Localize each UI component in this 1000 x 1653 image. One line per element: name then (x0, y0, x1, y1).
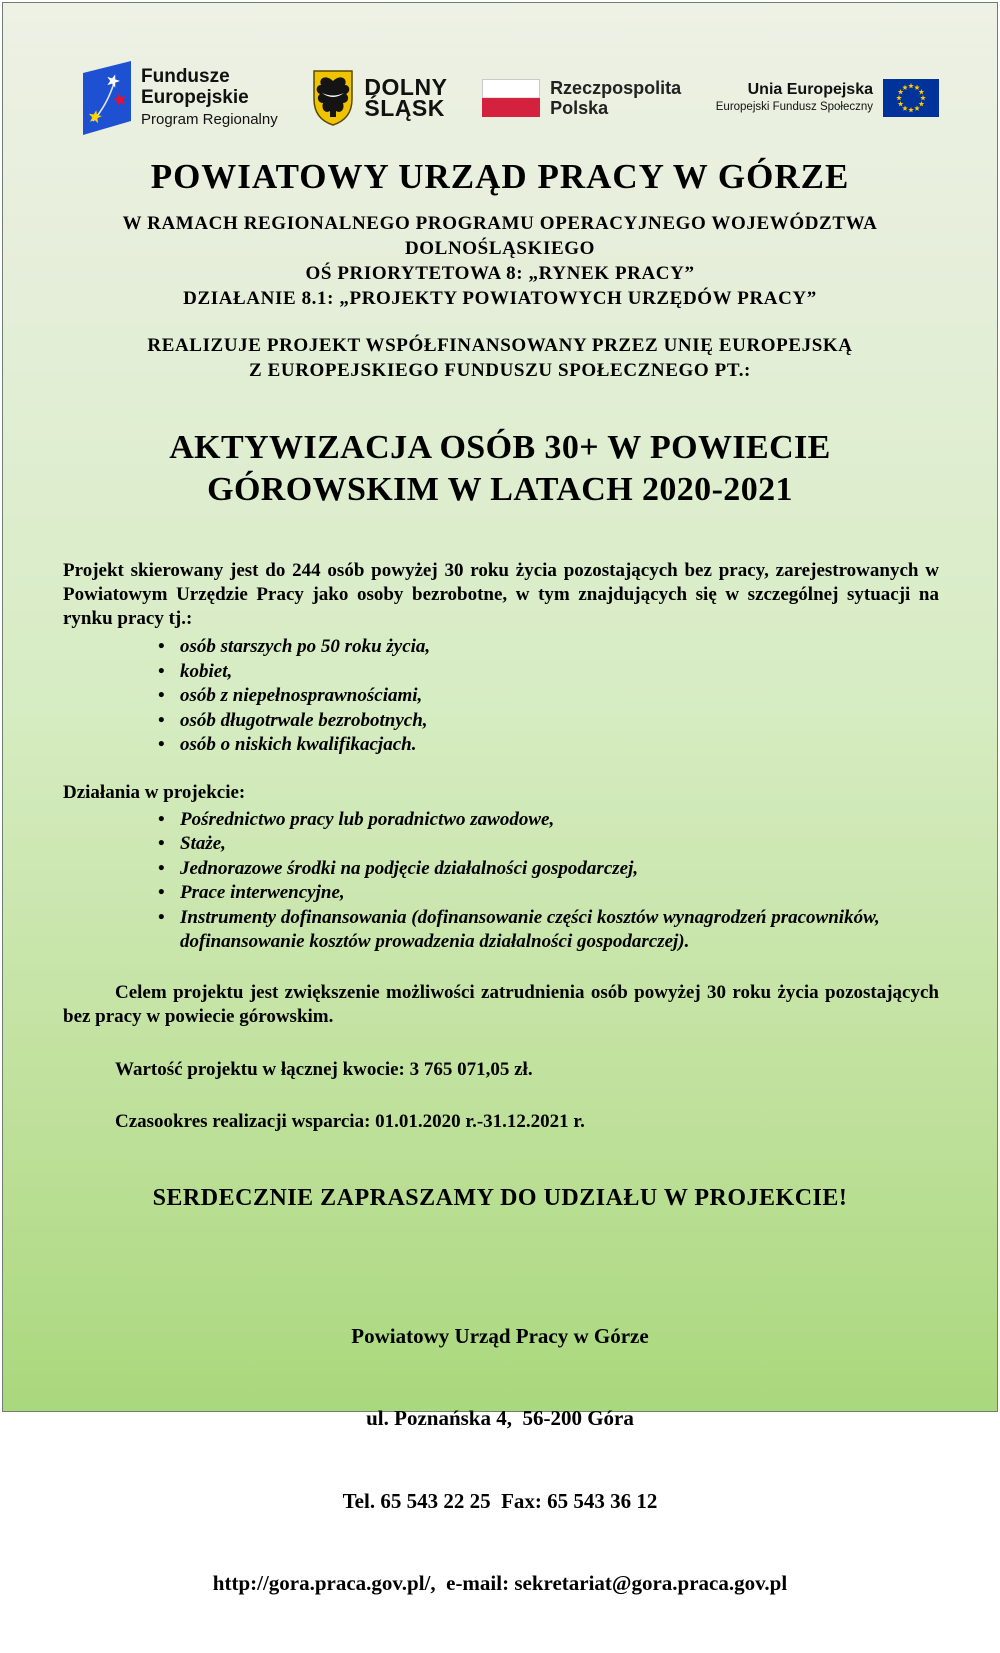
cofinancing-line: REALIZUJE PROJEKT WSPÓŁFINANSOWANY PRZEZ UNIĘ EUROPEJSKĄ (147, 335, 853, 356)
eu-flag-icon (883, 79, 939, 117)
invitation-line: SERDECZNIE ZAPRASZAMY DO UDZIAŁU W PROJEKCIE! (152, 1184, 848, 1211)
target-group-item: • osób o niskich kwalifikacjach. (158, 733, 957, 758)
target-group-item: • osób z niepełnosprawnościami, (158, 684, 957, 709)
rzeczpospolita-polska-logo (482, 78, 681, 118)
project-title-line: AKTYWIZACJA OSÓB 30+ W POWIECIE (169, 429, 831, 466)
dolny-slask-logo (312, 69, 447, 127)
polska-line1: Rzeczpospolita (550, 78, 682, 98)
target-group-item: • kobiet, (158, 660, 957, 685)
activities-heading: Działania w projekcie: (63, 781, 246, 803)
cofinancing-line: Z EUROPEJSKIEGO FUNDUSZU SPOŁECZNEGO PT.: (249, 360, 751, 381)
unia-line2: Europejski Fundusz Społeczny (715, 101, 873, 113)
fundusze-line1: Fundusze (141, 66, 230, 87)
program-description (3, 211, 997, 311)
unia-line1: Unia Europejska (747, 81, 873, 98)
project-value-line: Wartość projektu w łącznej kwocie: 3 765 071,05 zł. (115, 1058, 533, 1080)
contact-web-email: http://gora.praca.gov.pl/, e-mail: sekretariat@gora.praca.gov.pl (212, 1571, 788, 1595)
project-title-line: GÓROWSKIM W LATACH 2020-2021 (207, 471, 793, 508)
program-line: DOLNOŚLĄSKIEGO (404, 238, 595, 259)
dolny-slask-crest-icon (312, 69, 354, 127)
activity-item: • Prace interwencyjne, (158, 881, 957, 906)
fundusze-europejskie-flag-icon (73, 59, 131, 137)
fundusze-subtitle: Program Regionalny (141, 111, 278, 128)
organization-title: POWIATOWY URZĄD PRACY W GÓRZE (150, 157, 850, 196)
logo-strip (73, 55, 939, 141)
project-title (3, 427, 997, 511)
activities-list (158, 808, 957, 955)
rzeczpospolita-polska-label (550, 78, 681, 118)
activity-item: • Staże, (158, 832, 957, 857)
dolny-slask-line1: DOLNY (364, 74, 448, 100)
fundusze-europejskie-label (141, 66, 278, 130)
dolny-slask-line2: ŚLĄSK (364, 95, 445, 121)
target-group-item: • osób starszych po 50 roku życia, (158, 635, 957, 660)
activity-item: • Pośrednictwo pracy lub poradnictwo zawodowe, (158, 808, 957, 833)
contact-phones: Tel. 65 543 22 25 Fax: 65 543 36 12 (342, 1488, 658, 1513)
activity-item: • Jednorazowe środki na podjęcie działalności gospodarczej, (158, 857, 957, 882)
unia-europejska-label (716, 81, 873, 115)
activity-item: • Instrumenty dofinansowania (dofinansowanie części kosztów wynagrodzeń pracowników, dofinansowanie kosztów prowadzenia działalności gospodarczej). (158, 906, 957, 955)
program-line: DZIAŁANIE 8.1: „PROJEKTY POWIATOWYCH URZĘDÓW PRACY” (183, 288, 817, 309)
unia-europejska-logo (716, 79, 939, 117)
target-group-item: • osób długotrwale bezrobotnych, (158, 709, 957, 734)
project-timeframe-line: Czasookres realizacji wsparcia: 01.01.2020 r.-31.12.2021 r. (115, 1110, 585, 1132)
contact-address: ul. Poznańska 4, 56-200 Góra (366, 1406, 634, 1430)
poster-page (2, 2, 998, 1595)
program-line: OŚ PRIORYTETOWA 8: „RYNEK PRACY” (305, 263, 695, 284)
contact-block (3, 1268, 997, 1653)
program-line: W RAMACH REGIONALNEGO PROGRAMU OPERACYJNEGO WOJEWÓDZTWA (122, 213, 878, 234)
poland-flag-icon (482, 79, 540, 117)
goal-paragraph: Celem projektu jest zwiększenie możliwości zatrudnienia osób powyżej 30 roku życia pozostających bez pracy w powiecie górowskim. (63, 981, 939, 1027)
fundusze-line2: Europejskie (141, 87, 249, 108)
intro-paragraph: Projekt skierowany jest do 244 osób powyżej 30 roku życia pozostających bez pracy, zarejestrowanych w Powiatowym Urzędzie Pracy jako osoby bezrobotne, w tym znajdujących się w szczególnej sytuacji na rynku pracy tj.: (63, 560, 939, 629)
fundusze-europejskie-logo (73, 59, 278, 137)
dolny-slask-label (364, 74, 448, 121)
contact-org-name: Powiatowy Urząd Pracy w Górze (351, 1323, 649, 1348)
target-groups-list (158, 635, 957, 758)
cofinancing-statement (3, 333, 997, 383)
polska-line2: Polska (550, 98, 609, 118)
